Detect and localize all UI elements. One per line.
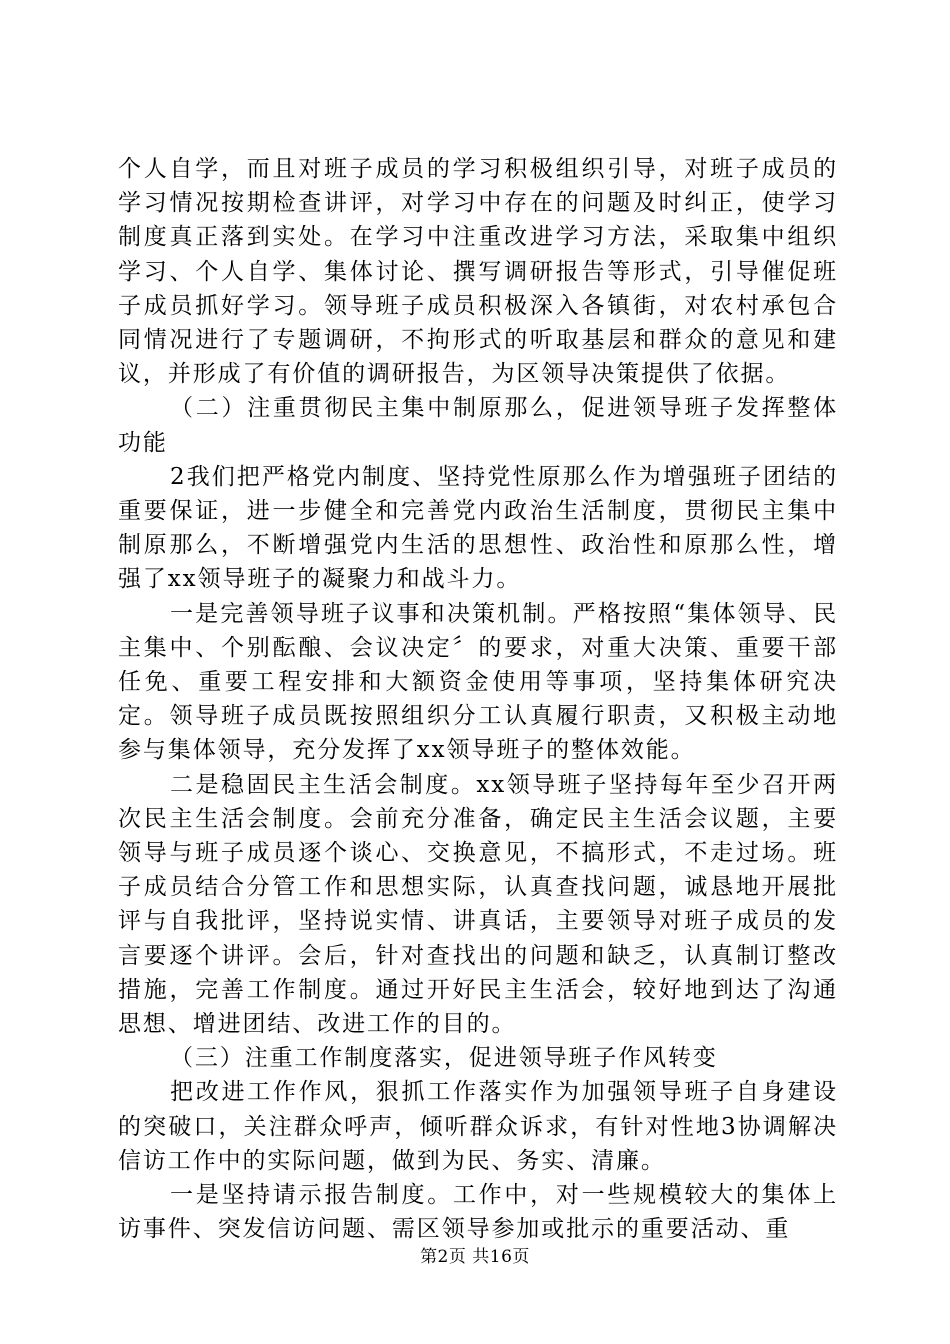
paragraph-work-style: 把改进工作作风，狠抓工作落实作为加强领导班子自身建设的突破口，关注群众呼声，倾听群众诉求，有针对性地3协调解决信访工作中的实际问题，做到为民、务实、清廉。	[118, 1079, 838, 1174]
section-heading-2: （二）注重贯彻民主集中制原那么，促进领导班子发挥整体功能	[118, 395, 838, 456]
paragraph-democratic-life: 二是稳固民主生活会制度。xx领导班子坚持每年至少召开两次民主生活会制度。会前充分准备，确定民主生活会议题，主要领导与班子成员逐个谈心、交换意见，不搞形式，不走过场。班子成员结合分管工作和思想实际，认真查找问题，诚恳地开展批评与自我批评，坚持说实情、讲真话，主要领导对班子成员的发言要逐个讲评。会后，针对查找出的问题和缺乏，认真制订整改措施，完善工作制度。通过开好民主生活会，较好地到达了沟通思想、增进团结、改进工作的目的。	[118, 771, 838, 1038]
paragraph-study-system: 个人自学，而且对班子成员的学习积极组织引导，对班子成员的学习情况按期检查讲评，对学习中存在的问题及时纠正，使学习制度真正落到实处。在学习中注重改进学习方法，采取集中组织学习、个人自学、集体讨论、撰写调研报告等形式，引导催促班子成员抓好学习。领导班子成员积极深入各镇街，对农村承包合同情况进行了专题调研，不拘形式的听取基层和群众的意见和建议，并形成了有价值的调研报告，为区领导决策提供了依据。	[118, 156, 838, 388]
section-heading-3: （三）注重工作制度落实，促进领导班子作风转变	[170, 1045, 718, 1072]
paragraph-decision-mechanism: 一是完善领导班子议事和决策机制。严格按照“集体领导、民主集中、个别酝酿、会议决定〞的要求，对重大决策、重要干部任免、重要工程安排和大额资金使用等事项，坚持集体研究决定。领导班子成员既按照组织分工认真履行职责，又积极主动地参与集体领导，充分发挥了xx领导班子的整体效能。	[118, 600, 838, 764]
body-text	[118, 152, 838, 1247]
paragraph-party-system: 2我们把严格党内制度、坚持党性原那么作为增强班子团结的重要保证，进一步健全和完善党内政治生活制度，贯彻民主集中制原那么，不断增强党内生活的思想性、政治性和原那么性，增强了xx领导班子的凝聚力和战斗力。	[118, 463, 838, 593]
paragraph-report-system: 一是坚持请示报告制度。工作中，对一些规模较大的集体上访事件、突发信访问题、需区领导参加或批示的重要活动、重	[118, 1182, 838, 1243]
page-number-footer: 第2页 共16页	[420, 1247, 530, 1267]
